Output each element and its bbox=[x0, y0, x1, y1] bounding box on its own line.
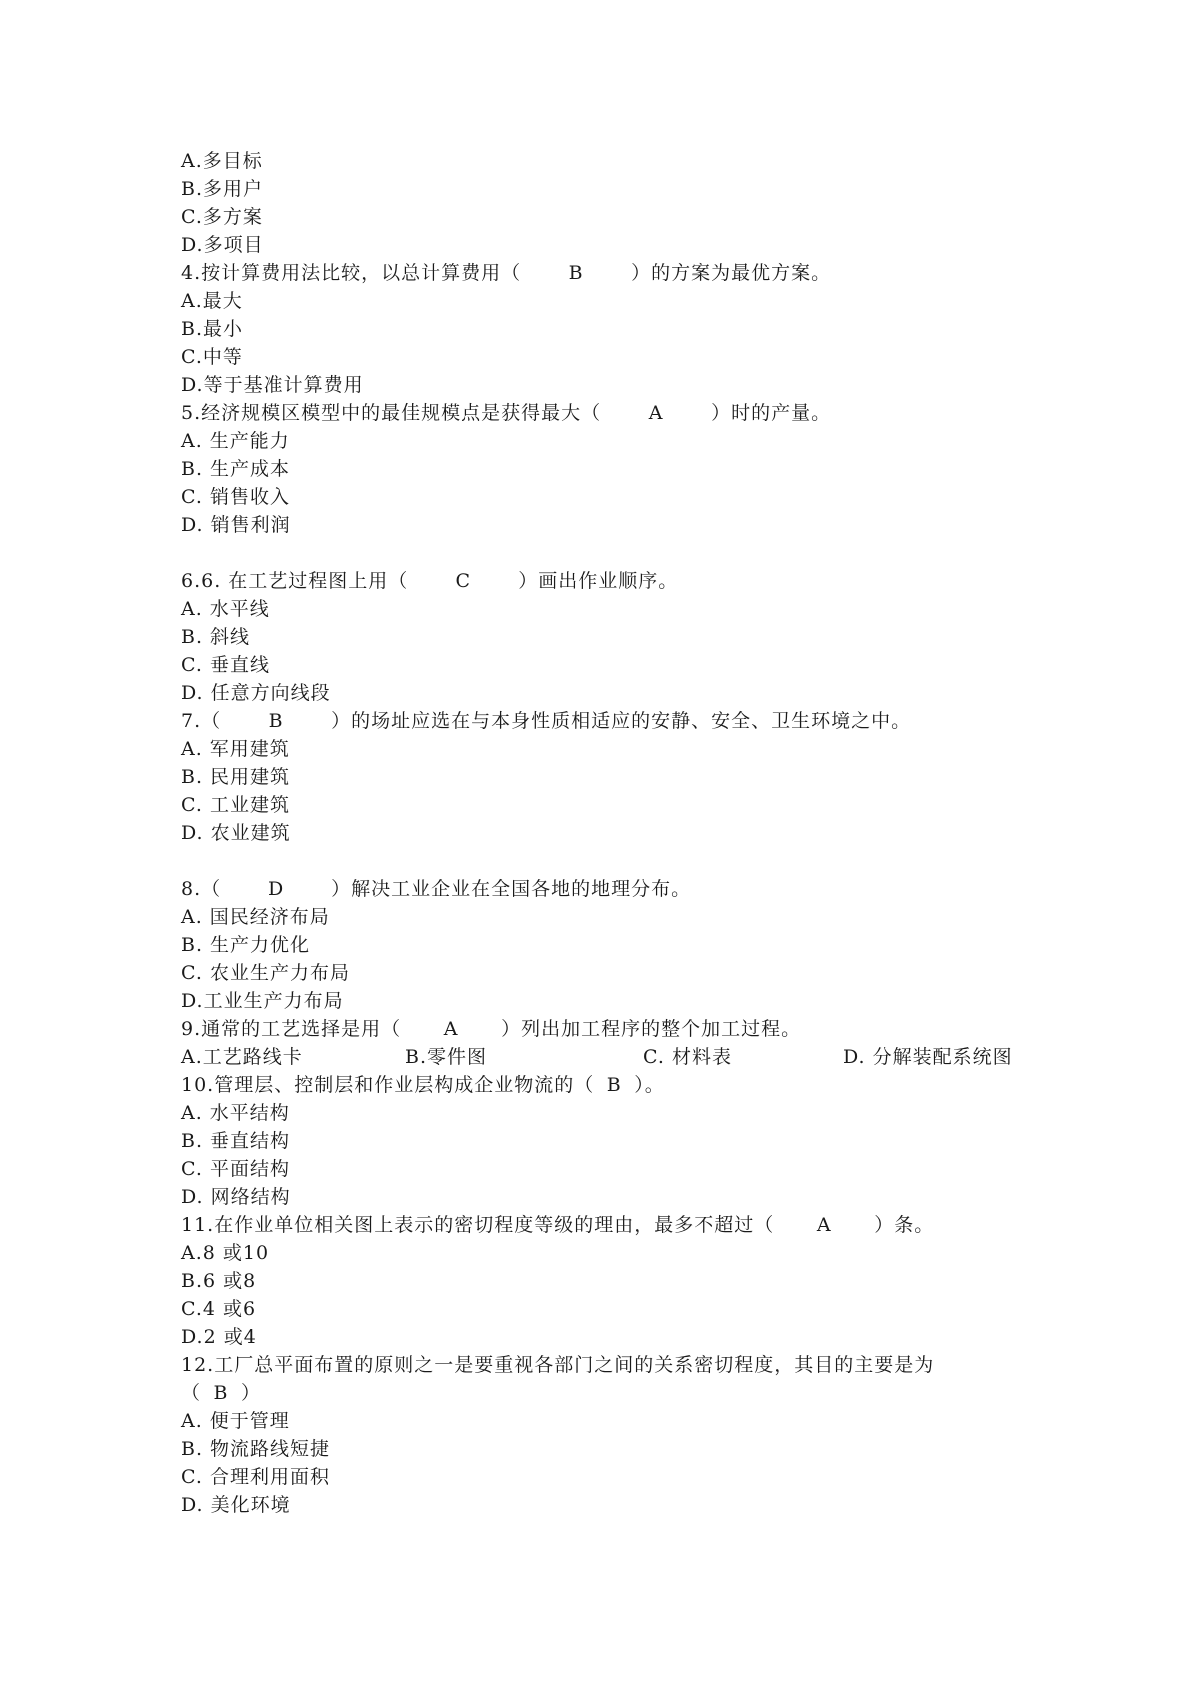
q9-suffix: ）列出加工程序的整个加工过程。 bbox=[501, 1018, 802, 1040]
q7-option-c: C. 工业建筑 bbox=[181, 794, 290, 816]
q6-answer: C bbox=[455, 570, 472, 592]
q5-stem bbox=[181, 399, 1021, 427]
q3-option-b: B.多用户 bbox=[181, 178, 264, 200]
q7-option-d: D. 农业建筑 bbox=[181, 822, 291, 844]
q11-option-b: B.6 或8 bbox=[181, 1270, 257, 1292]
q6-stem bbox=[181, 567, 1021, 595]
spacer bbox=[181, 847, 1021, 875]
q9-answer: A bbox=[443, 1018, 459, 1040]
spacer bbox=[181, 539, 1021, 567]
q10-prefix: 10.管理层、控制层和作业层构成企业物流的（ bbox=[181, 1074, 595, 1096]
q9-options-row bbox=[181, 1043, 1021, 1071]
q6-prefix: 6.6. 在工艺过程图上用（ bbox=[181, 570, 409, 592]
q12-option-b: B. 物流路线短捷 bbox=[181, 1438, 331, 1460]
q11-prefix: 11.在作业单位相关图上表示的密切程度等级的理由，最多不超过（ bbox=[181, 1214, 775, 1236]
q12-suffix: ） bbox=[241, 1382, 262, 1404]
q6-option-b: B. 斜线 bbox=[181, 626, 251, 648]
q5-answer: A bbox=[648, 402, 664, 424]
q8-suffix: ）解决工业企业在全国各地的地理分布。 bbox=[331, 878, 692, 900]
q5-option-d: D. 销售利润 bbox=[181, 514, 291, 536]
q7-option-b: B. 民用建筑 bbox=[181, 766, 291, 788]
q7-prefix: 7.（ bbox=[181, 710, 222, 732]
q5-option-a: A. 生产能力 bbox=[181, 430, 290, 452]
q5-option-c: C. 销售收入 bbox=[181, 486, 290, 508]
q9-option-b: B.零件图 bbox=[405, 1046, 488, 1068]
q4-option-b: B.最小 bbox=[181, 318, 244, 340]
q11-option-a: A.8 或10 bbox=[181, 1242, 270, 1264]
q12-stem: 12.工厂总平面布置的原则之一是要重视各部门之间的关系密切程度，其目的主要是为 bbox=[181, 1354, 935, 1376]
q12-answer: B bbox=[213, 1382, 229, 1404]
q12-option-c: C. 合理利用面积 bbox=[181, 1466, 330, 1488]
q12-option-d: D. 美化环境 bbox=[181, 1494, 291, 1516]
q8-prefix: 8.（ bbox=[181, 878, 222, 900]
q6-option-c: C. 垂直线 bbox=[181, 654, 270, 676]
q5-suffix: ）时的产量。 bbox=[711, 402, 832, 424]
q4-prefix: 4.按计算费用法比较，以总计算费用（ bbox=[181, 262, 522, 284]
q8-option-d: D.工业生产力布局 bbox=[181, 990, 344, 1012]
q9-prefix: 9.通常的工艺选择是用（ bbox=[181, 1018, 402, 1040]
q8-stem bbox=[181, 875, 1021, 903]
q4-suffix: ）的方案为最优方案。 bbox=[631, 262, 832, 284]
q7-suffix: ）的场址应选在与本身性质相适应的安静、安全、卫生环境之中。 bbox=[331, 710, 912, 732]
q11-option-d: D.2 或4 bbox=[181, 1326, 257, 1348]
q12-option-a: A. 便于管理 bbox=[181, 1410, 290, 1432]
q8-option-a: A. 国民经济布局 bbox=[181, 906, 330, 928]
q10-suffix: ）。 bbox=[634, 1074, 665, 1096]
q5-option-b: B. 生产成本 bbox=[181, 458, 291, 480]
q10-option-d: D. 网络结构 bbox=[181, 1186, 291, 1208]
q7-answer: B bbox=[268, 710, 284, 732]
q11-option-c: C.4 或6 bbox=[181, 1298, 257, 1320]
q11-stem bbox=[181, 1211, 1021, 1239]
q6-option-a: A. 水平线 bbox=[181, 598, 270, 620]
q7-stem bbox=[181, 707, 1021, 735]
q6-option-d: D. 任意方向线段 bbox=[181, 682, 331, 704]
q3-option-c: C.多方案 bbox=[181, 206, 263, 228]
q8-option-b: B. 生产力优化 bbox=[181, 934, 311, 956]
q12-answer-line bbox=[181, 1379, 1021, 1407]
q9-stem bbox=[181, 1015, 1021, 1043]
q4-answer: B bbox=[568, 262, 584, 284]
q12-prefix: （ bbox=[181, 1382, 202, 1404]
q8-answer: D bbox=[268, 878, 285, 900]
q10-stem bbox=[181, 1071, 1021, 1099]
q8-option-c: C. 农业生产力布局 bbox=[181, 962, 350, 984]
q10-option-b: B. 垂直结构 bbox=[181, 1130, 291, 1152]
q7-option-a: A. 军用建筑 bbox=[181, 738, 290, 760]
q9-option-c: C. 材料表 bbox=[643, 1046, 732, 1068]
q6-suffix: ）画出作业顺序。 bbox=[518, 570, 679, 592]
q5-prefix: 5.经济规模区模型中的最佳规模点是获得最大（ bbox=[181, 402, 602, 424]
q4-option-a: A.最大 bbox=[181, 290, 243, 312]
q9-option-d: D. 分解装配系统图 bbox=[843, 1046, 1013, 1068]
q9-option-a: A.工艺路线卡 bbox=[181, 1046, 303, 1068]
q3-option-a: A.多目标 bbox=[181, 150, 263, 172]
question-list bbox=[181, 147, 1021, 1519]
q10-answer: B bbox=[606, 1074, 622, 1096]
q10-option-a: A. 水平结构 bbox=[181, 1102, 290, 1124]
q4-option-c: C.中等 bbox=[181, 346, 243, 368]
q4-stem bbox=[181, 259, 1021, 287]
q11-suffix: ）条。 bbox=[874, 1214, 935, 1236]
q10-option-c: C. 平面结构 bbox=[181, 1158, 290, 1180]
q4-option-d: D.等于基准计算费用 bbox=[181, 374, 364, 396]
q3-option-d: D.多项目 bbox=[181, 234, 264, 256]
q11-answer: A bbox=[816, 1214, 832, 1236]
